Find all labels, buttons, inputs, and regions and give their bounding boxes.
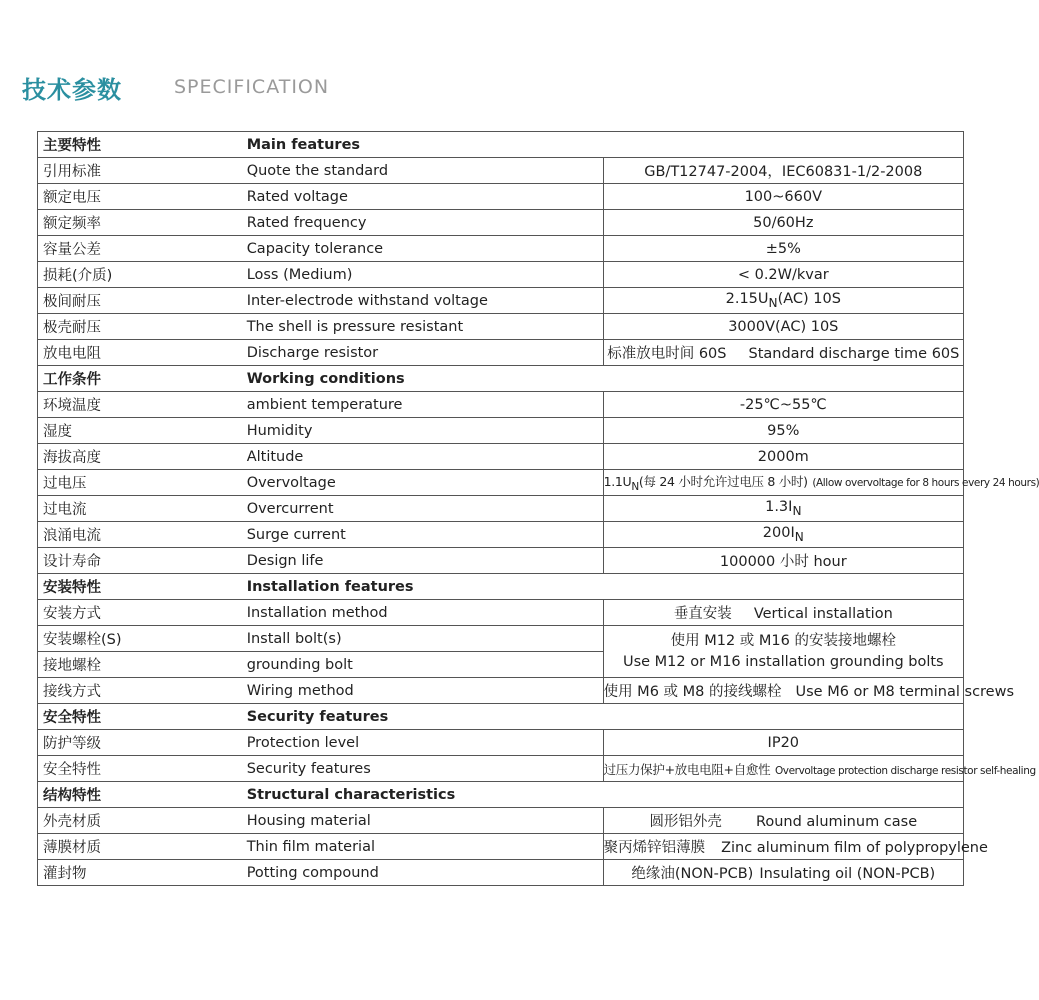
row-label-en: Thin film material (243, 834, 603, 860)
row-value: -25℃~55℃ (603, 392, 963, 418)
row-label-en: Surge current (243, 522, 603, 548)
row-label-cn: 额定频率 (38, 210, 243, 236)
table-row (38, 392, 964, 418)
row-value (603, 340, 963, 366)
value-en: Zinc aluminum film of polypropylene (721, 840, 988, 856)
table-row (38, 340, 964, 366)
table-row (38, 314, 964, 340)
row-value: < 0.2W/kvar (603, 262, 963, 288)
value-cn: 圆形铝外壳 (649, 814, 722, 830)
row-label-en: Quote the standard (243, 158, 603, 184)
section-label-cn: 安全特性 (38, 704, 243, 730)
row-label-cn: 灌封物 (38, 860, 243, 886)
section-label-cn: 结构特性 (38, 782, 243, 808)
row-label-en: Overvoltage (243, 470, 603, 496)
row-label-en: Install bolt(s) (243, 626, 603, 652)
row-value (603, 288, 963, 314)
section-row-struct (38, 782, 964, 808)
value-en: Overvoltage protection discharge resistor self-healing (774, 764, 1036, 777)
row-label-en: Inter-electrode withstand voltage (243, 288, 603, 314)
row-value: 100000 小时 hour (603, 548, 963, 574)
section-row-install (38, 574, 964, 600)
section-label-cn: 安装特性 (38, 574, 243, 600)
value-subscript: N (792, 503, 802, 518)
row-label-cn: 接地螺栓 (38, 652, 243, 678)
table-row (38, 496, 964, 522)
value-subscript: N (794, 529, 804, 544)
row-label-en: Wiring method (243, 678, 603, 704)
row-label-en: Capacity tolerance (243, 236, 603, 262)
value-en: Standard discharge time 60S (748, 346, 960, 362)
row-label-en: ambient temperature (243, 392, 603, 418)
value-en: Use M6 or M8 terminal screws (795, 684, 1015, 700)
section-label-en: Installation features (243, 574, 964, 600)
table-row (38, 262, 964, 288)
table-row (38, 626, 964, 652)
value-en: Use M12 or M16 installation grounding bolts (622, 653, 944, 670)
value-subscript: N (631, 480, 639, 493)
value-cn: 标准放电时间 60S (607, 346, 727, 362)
table-row (38, 184, 964, 210)
row-label-cn: 薄膜材质 (38, 834, 243, 860)
row-label-cn: 容量公差 (38, 236, 243, 262)
row-label-en: Discharge resistor (243, 340, 603, 366)
title-cn: 技术参数 (22, 76, 122, 104)
table-row (38, 210, 964, 236)
row-label-en: Overcurrent (243, 496, 603, 522)
row-label-cn: 设计寿命 (38, 548, 243, 574)
table-row (38, 444, 964, 470)
section-label-en: Working conditions (243, 366, 964, 392)
value-cn: 绝缘油(NON-PCB) (631, 866, 754, 882)
row-label-cn: 额定电压 (38, 184, 243, 210)
row-value: 3000V(AC) 10S (603, 314, 963, 340)
row-label-en: Protection level (243, 730, 603, 756)
section-row-safety (38, 704, 964, 730)
row-value: 100~660V (603, 184, 963, 210)
row-label-cn: 损耗(介质) (38, 262, 243, 288)
row-label-cn: 浪涌电流 (38, 522, 243, 548)
value-en: Round aluminum case (755, 814, 918, 830)
row-label-en: Humidity (243, 418, 603, 444)
row-label-cn: 海拔高度 (38, 444, 243, 470)
section-label-cn: 工作条件 (38, 366, 243, 392)
row-label-cn: 放电电阻 (38, 340, 243, 366)
table-row (38, 158, 964, 184)
row-value (603, 808, 963, 834)
value-cn: 垂直安装 (673, 606, 732, 622)
row-value (603, 522, 963, 548)
row-value: ±5% (603, 236, 963, 262)
row-value: IP20 (603, 730, 963, 756)
row-value (603, 860, 963, 886)
value-suffix: (AC) 10S (777, 291, 841, 308)
row-label-cn: 安装方式 (38, 600, 243, 626)
value-main: 1.1U (603, 474, 632, 490)
section-row-main (38, 132, 964, 158)
row-label-cn: 过电压 (38, 470, 243, 496)
section-label-en: Security features (243, 704, 964, 730)
row-label-en: Rated voltage (243, 184, 603, 210)
row-label-en: Housing material (243, 808, 603, 834)
row-label-en: Security features (243, 756, 603, 782)
table-row (38, 678, 964, 704)
table-row (38, 470, 964, 496)
row-label-cn: 防护等级 (38, 730, 243, 756)
row-label-en: Design life (243, 548, 603, 574)
table-row (38, 834, 964, 860)
row-label-cn: 环境温度 (38, 392, 243, 418)
row-label-cn: 湿度 (38, 418, 243, 444)
row-value (603, 496, 963, 522)
row-value (603, 756, 1036, 782)
spec-table (37, 131, 1039, 886)
table-row (38, 418, 964, 444)
value-subscript: N (768, 295, 778, 310)
row-value (603, 678, 1015, 704)
row-value (603, 600, 963, 626)
value-cn: 聚丙烯锌铝薄膜 (603, 840, 706, 856)
value-main: 200I (762, 525, 795, 542)
row-value (603, 834, 988, 860)
title-en: SPECIFICATION (174, 76, 330, 98)
row-label-cn: 安装螺栓(S) (38, 626, 243, 652)
value-main: 1.3I (765, 499, 793, 516)
value-note: (Allow overvoltage for 8 hours every 24 hours) (812, 477, 1039, 490)
value-en: Vertical installation (753, 606, 893, 622)
section-label-en: Main features (243, 132, 964, 158)
row-value: 95% (603, 418, 963, 444)
row-label-en: Loss (Medium) (243, 262, 603, 288)
row-label-en: The shell is pressure resistant (243, 314, 603, 340)
table-row (38, 600, 964, 626)
row-label-en: Installation method (243, 600, 603, 626)
value-cn: (每 24 小时允许过电压 8 小时) (638, 474, 808, 490)
table-row (38, 548, 964, 574)
row-label-en: Rated frequency (243, 210, 603, 236)
row-value: GB/T12747-2004，IEC60831-1/2-2008 (603, 158, 963, 184)
value-cn: 使用 M12 或 M16 的安装接地螺栓 (670, 632, 896, 649)
table-row (38, 522, 964, 548)
table-row (38, 288, 964, 314)
row-label-cn: 引用标准 (38, 158, 243, 184)
row-label-cn: 外壳材质 (38, 808, 243, 834)
table-row (38, 756, 964, 782)
row-label-cn: 极间耐压 (38, 288, 243, 314)
row-value (603, 470, 1039, 496)
row-label-cn: 安全特性 (38, 756, 243, 782)
value-en: Insulating oil (NON-PCB) (759, 866, 936, 882)
value-cn: 过压力保护+放电电阻+自愈性 (603, 761, 771, 777)
row-label-en: Altitude (243, 444, 603, 470)
row-label-cn: 极壳耐压 (38, 314, 243, 340)
table-row (38, 236, 964, 262)
table-row (38, 860, 964, 886)
row-label-en: grounding bolt (243, 652, 603, 678)
row-value (603, 626, 963, 678)
row-label-cn: 过电流 (38, 496, 243, 522)
section-row-work (38, 366, 964, 392)
row-label-en: Potting compound (243, 860, 603, 886)
value-cn: 使用 M6 或 M8 的接线螺栓 (603, 684, 782, 700)
table-row (38, 808, 964, 834)
row-value: 2000m (603, 444, 963, 470)
section-label-en: Structural characteristics (243, 782, 964, 808)
table-row (38, 730, 964, 756)
value-main: 2.15U (725, 291, 769, 308)
row-value: 50/60Hz (603, 210, 963, 236)
row-label-cn: 接线方式 (38, 678, 243, 704)
section-label-cn: 主要特性 (38, 132, 243, 158)
